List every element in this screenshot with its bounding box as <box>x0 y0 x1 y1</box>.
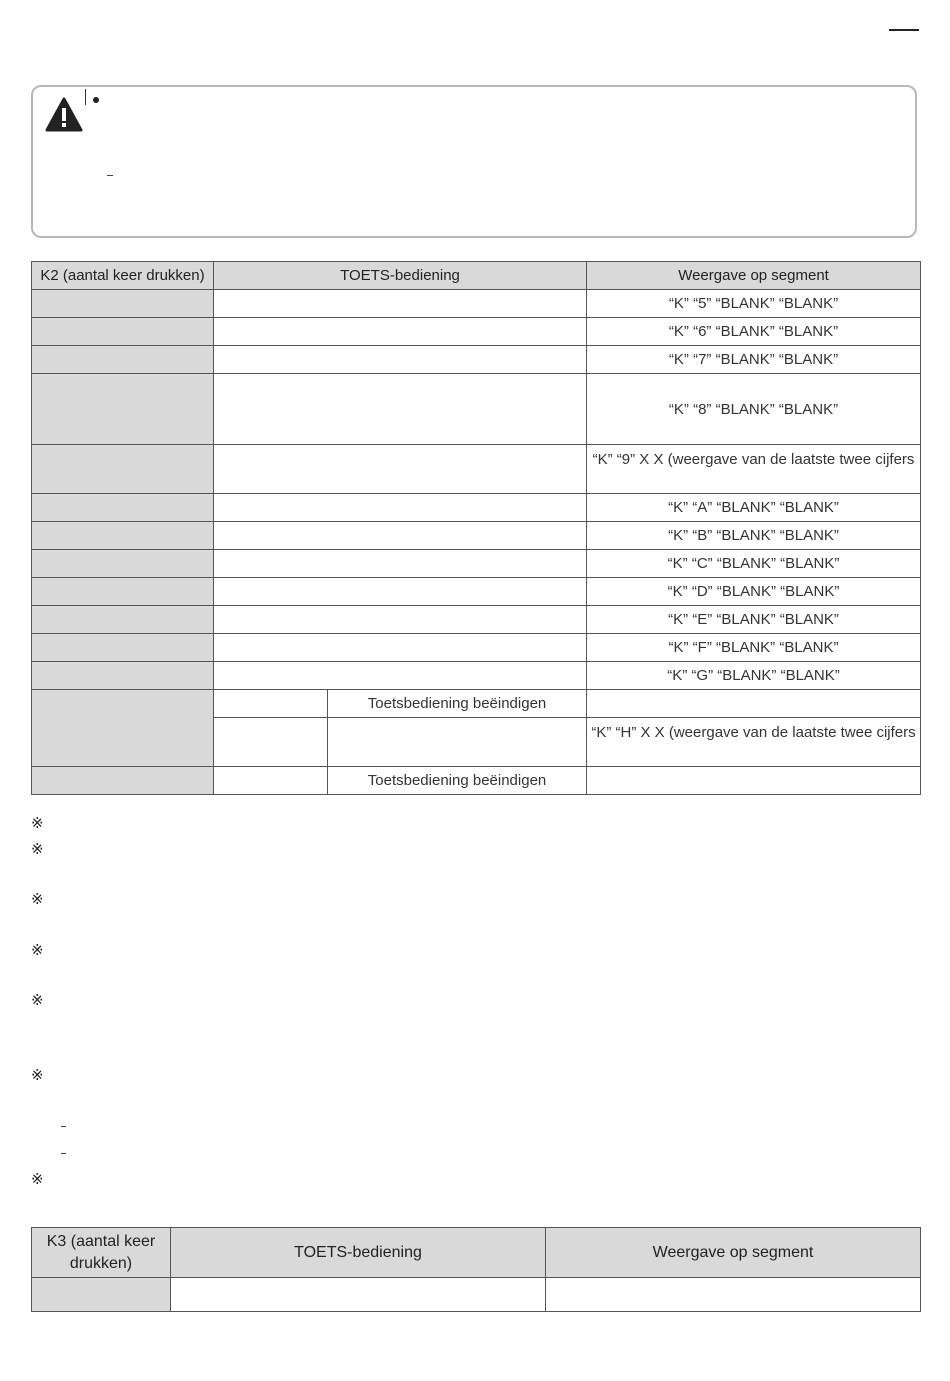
key-sub-cell <box>328 718 587 767</box>
key-cell <box>171 1278 546 1312</box>
note-mark: ※ <box>31 941 44 959</box>
table-row <box>32 662 921 690</box>
table-row <box>32 550 921 578</box>
note-mark: ※ <box>31 890 44 908</box>
warning-divider <box>85 89 86 105</box>
k3-header-row <box>32 1228 921 1278</box>
segment-cell: “K” “9” X X (weergave van de laatste twee cijfers <box>587 445 921 494</box>
count-cell <box>32 767 214 795</box>
table-row <box>32 634 921 662</box>
k2-table <box>31 261 921 795</box>
count-cell <box>32 374 214 445</box>
k2-header-count: K2 (aantal keer drukken) <box>32 262 214 290</box>
table-row <box>32 606 921 634</box>
table-row <box>32 1278 921 1312</box>
warning-dash <box>107 175 113 176</box>
segment-cell: “K” “E” “BLANK” “BLANK” <box>587 606 921 634</box>
table-row <box>32 346 921 374</box>
count-cell <box>32 690 214 767</box>
note-dash <box>61 1153 66 1154</box>
segment-cell: “K” “7” “BLANK” “BLANK” <box>587 346 921 374</box>
key-sub-cell <box>214 718 328 767</box>
key-cell <box>214 374 587 445</box>
segment-cell: “K” “H” X X (weergave van de laatste twee cijfers <box>587 718 921 767</box>
key-cell <box>214 522 587 550</box>
count-cell <box>32 578 214 606</box>
segment-cell: “K” “8” “BLANK” “BLANK” <box>587 374 921 445</box>
key-cell <box>214 606 587 634</box>
segment-cell <box>546 1278 921 1312</box>
table-row <box>32 578 921 606</box>
k2-header-segment: Weergave op segment <box>587 262 921 290</box>
key-cell <box>214 634 587 662</box>
segment-cell: “K” “F” “BLANK” “BLANK” <box>587 634 921 662</box>
segment-cell: “K” “6” “BLANK” “BLANK” <box>587 318 921 346</box>
segment-cell: “K” “5” “BLANK” “BLANK” <box>587 290 921 318</box>
key-cell <box>214 346 587 374</box>
k3-header-segment: Weergave op segment <box>546 1228 921 1278</box>
segment-cell: “K” “G” “BLANK” “BLANK” <box>587 662 921 690</box>
warning-box <box>31 85 917 238</box>
table-row <box>32 290 921 318</box>
warning-triangle-icon <box>45 97 83 133</box>
note-mark: ※ <box>31 1066 44 1084</box>
end-key-cell: Toetsbediening beëindigen <box>328 767 587 795</box>
count-cell <box>32 290 214 318</box>
segment-cell: “K” “D” “BLANK” “BLANK” <box>587 578 921 606</box>
segment-cell: “K” “B” “BLANK” “BLANK” <box>587 522 921 550</box>
table-row <box>32 522 921 550</box>
k3-header-key: TOETS-bediening <box>171 1228 546 1278</box>
note-mark: ※ <box>31 991 44 1009</box>
warning-bullet <box>93 97 99 103</box>
count-cell <box>32 1278 171 1312</box>
count-cell <box>32 494 214 522</box>
count-cell <box>32 346 214 374</box>
count-cell <box>32 318 214 346</box>
k3-table <box>31 1227 921 1312</box>
segment-cell: “K” “C” “BLANK” “BLANK” <box>587 550 921 578</box>
count-cell <box>32 522 214 550</box>
table-row <box>32 374 921 445</box>
count-cell <box>32 662 214 690</box>
note-mark: ※ <box>31 814 44 832</box>
table-row <box>32 494 921 522</box>
table-row <box>32 690 921 718</box>
end-key-cell: Toetsbediening beëindigen <box>328 690 587 718</box>
note-dash <box>61 1126 66 1127</box>
k2-header-row <box>32 262 921 290</box>
note-mark: ※ <box>31 1170 44 1188</box>
k2-header-key: TOETS-bediening <box>214 262 587 290</box>
key-cell <box>214 662 587 690</box>
key-cell <box>214 318 587 346</box>
key-sub-cell <box>214 690 328 718</box>
key-cell <box>214 445 587 494</box>
count-cell <box>32 634 214 662</box>
key-cell <box>214 578 587 606</box>
key-cell <box>214 494 587 522</box>
table-row <box>32 445 921 494</box>
count-cell <box>32 550 214 578</box>
k3-header-count: K3 (aantal keer drukken) <box>32 1228 171 1278</box>
table-row <box>32 318 921 346</box>
segment-cell: “K” “A” “BLANK” “BLANK” <box>587 494 921 522</box>
note-mark: ※ <box>31 840 44 858</box>
top-rule <box>889 29 919 31</box>
count-cell <box>32 606 214 634</box>
key-sub-cell <box>214 767 328 795</box>
key-cell <box>214 550 587 578</box>
table-row <box>32 767 921 795</box>
segment-cell <box>587 767 921 795</box>
count-cell <box>32 445 214 494</box>
key-cell <box>214 290 587 318</box>
segment-cell <box>587 690 921 718</box>
